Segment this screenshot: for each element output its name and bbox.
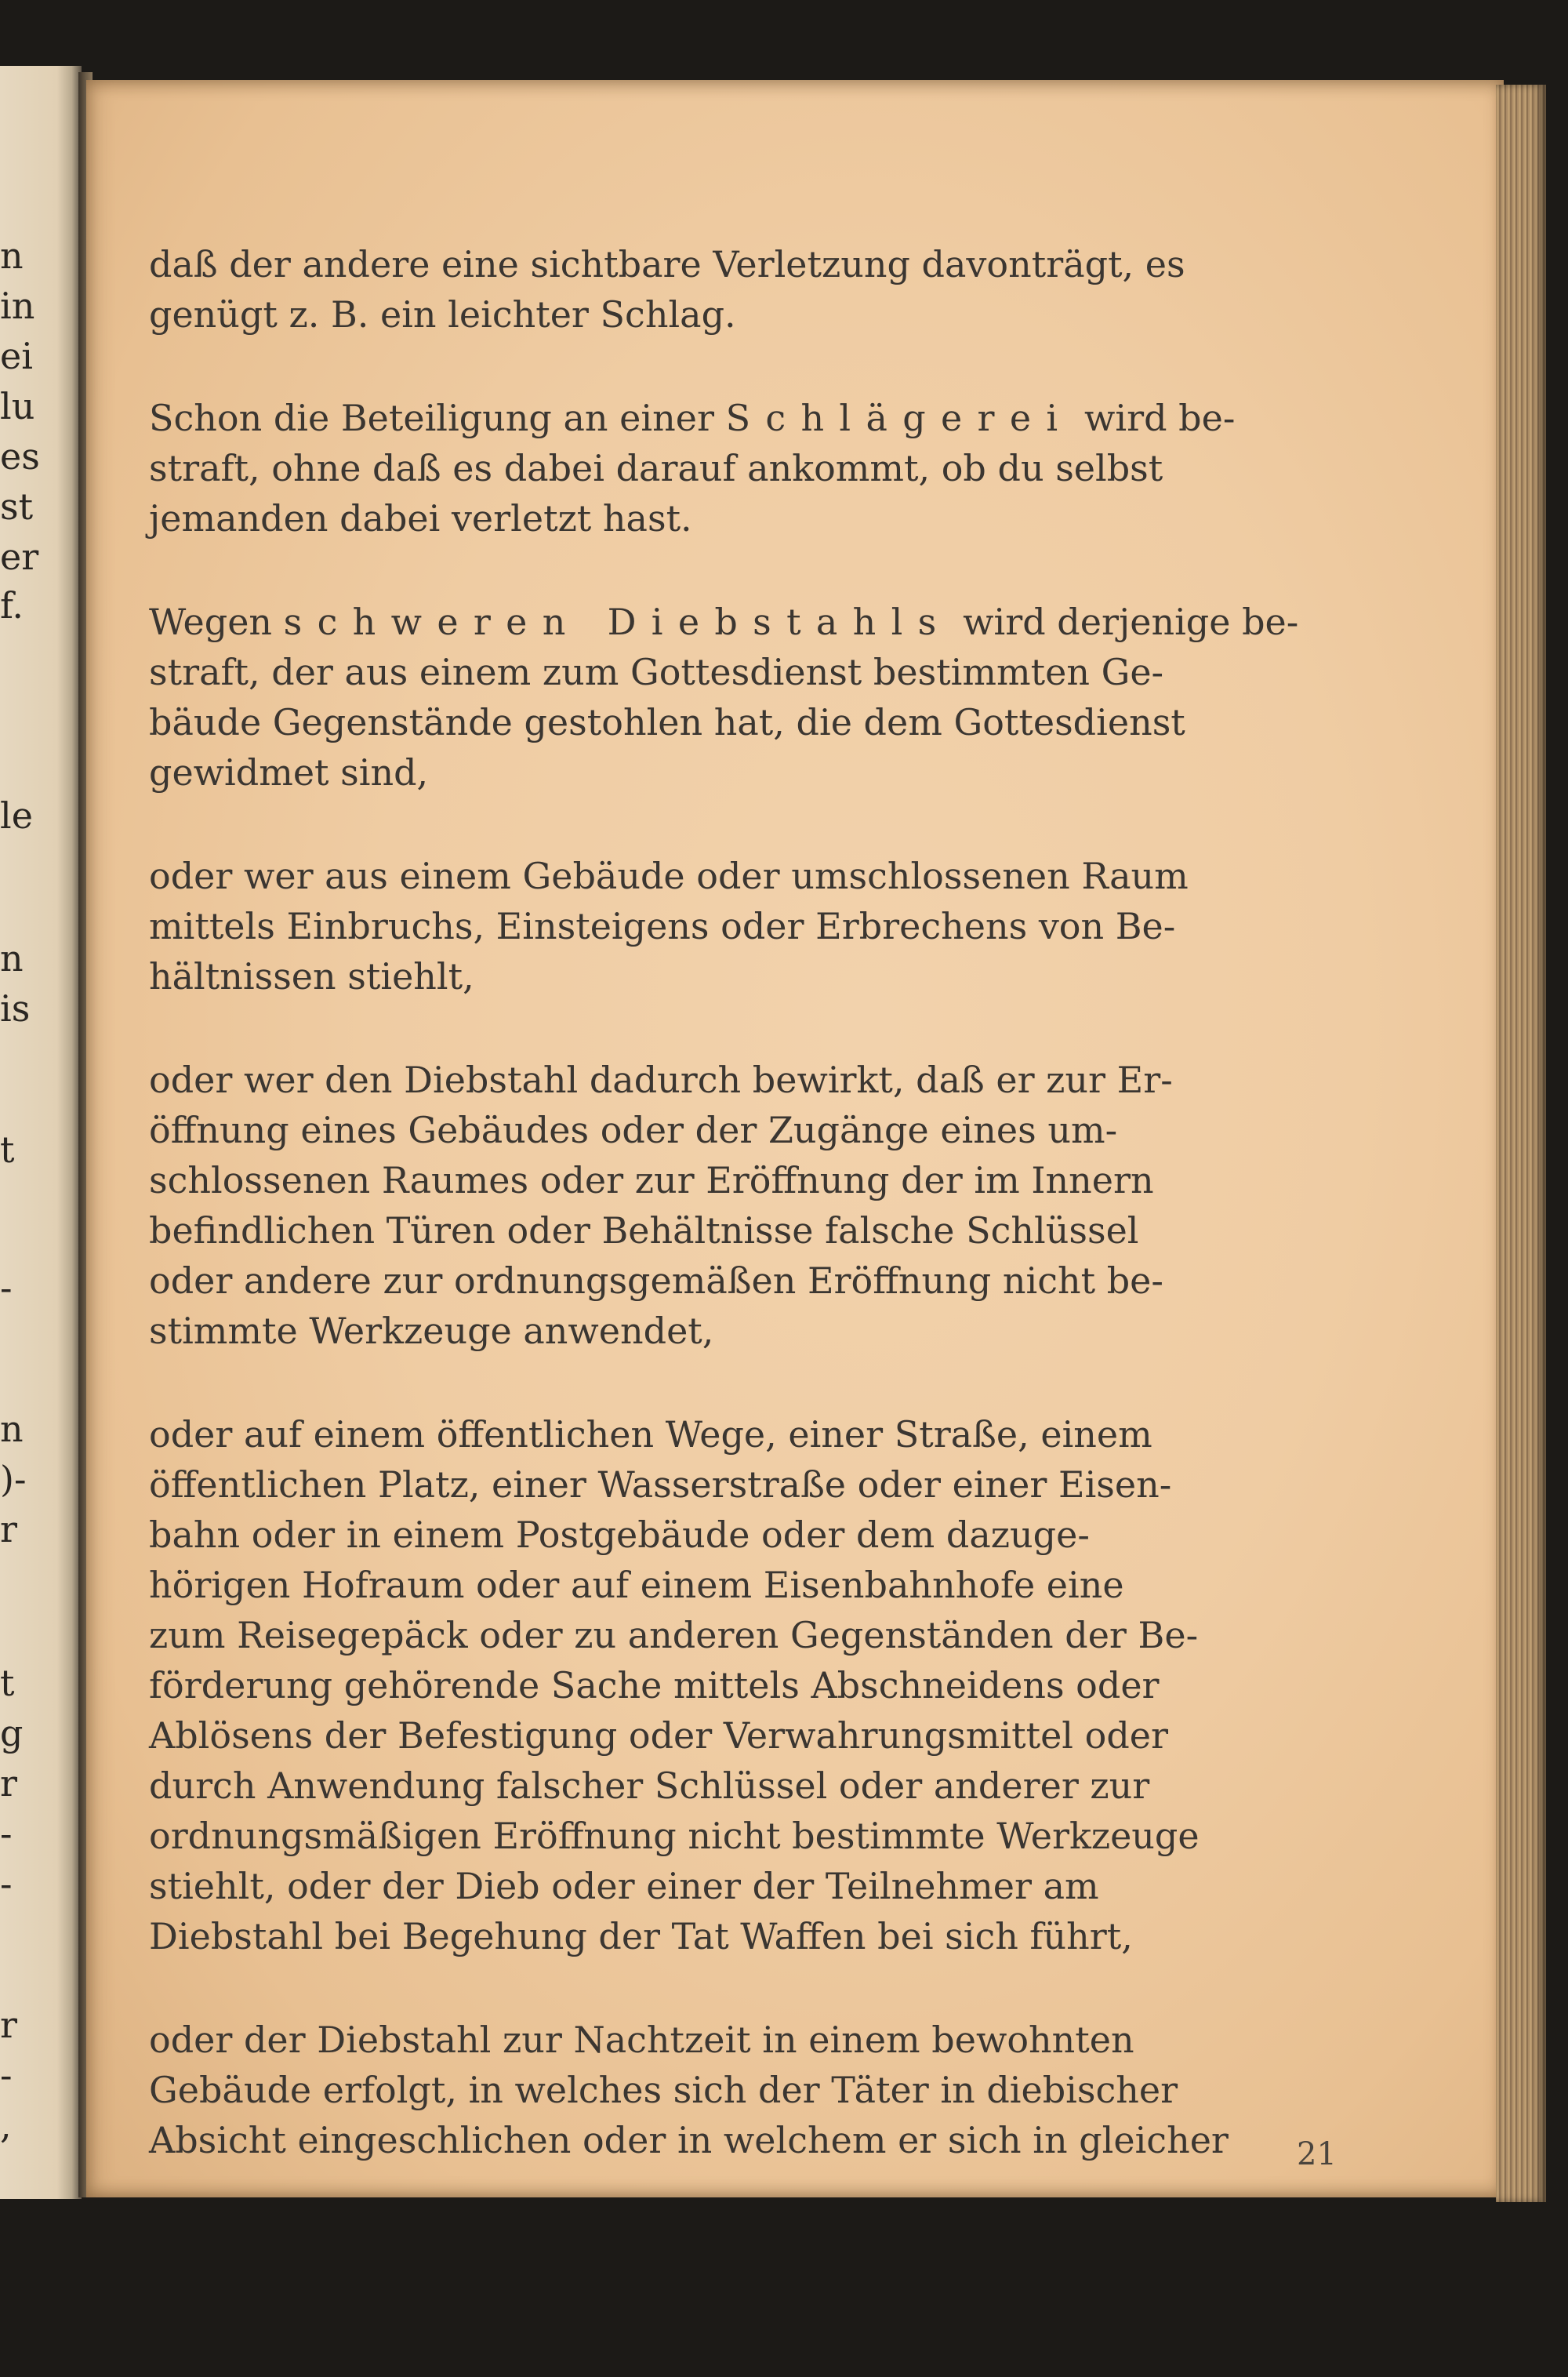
facing-page-fragment: - [0, 2054, 13, 2096]
text-line: bahn oder in einem Postgebäude oder dem dazuge- [149, 1514, 1090, 1556]
text-line: öffentlichen Platz, einer Wasserstraße oder einer Eisen- [149, 1463, 1172, 1506]
text-line: straft, der aus einem zum Gottesdienst bestimmten Ge- [149, 651, 1164, 693]
facing-page-fragment: - [0, 1863, 13, 1905]
facing-page-fragment: f. [0, 584, 24, 627]
facing-page-fragment: lu [0, 385, 35, 427]
facing-page-fragment: - [0, 1812, 13, 1855]
text-line: durch Anwendung falscher Schlüssel oder anderer zur [149, 1765, 1150, 1807]
text-line: jemanden dabei verletzt hast. [149, 497, 692, 540]
text-line: Ablösens der Befestigung oder Verwahrungsmittel oder [149, 1714, 1168, 1757]
text-line: zum Reisegepäck oder zu anderen Gegenständen der Be- [149, 1614, 1199, 1656]
text-line: bäude Gegenstände gestohlen hat, die dem Gottesdienst [149, 701, 1185, 743]
paragraph-burglary [149, 851, 1341, 1001]
text-line: ordnungsmäßigen Eröffnung nicht bestimmte Werkzeuge [149, 1815, 1200, 1857]
text-line: stimmte Werkzeuge anwendet, [149, 1310, 714, 1352]
page-number: 21 [1297, 2136, 1337, 2172]
text-line: hörigen Hofraum oder auf einem Eisenbahnhofe eine [149, 1564, 1124, 1606]
facing-page-fragment: st [0, 485, 34, 528]
text-line: genügt z. B. ein leichter Schlag. [149, 293, 736, 336]
paragraph-public-places [149, 1409, 1341, 1961]
text-line: förderung gehörende Sache mittels Abschneidens oder [149, 1664, 1160, 1706]
facing-page-fragment: , [0, 2104, 12, 2146]
spaced-term: Schlägerei [725, 397, 1073, 439]
facing-page-fragment: )- [0, 1458, 27, 1500]
facing-page-fragment: es [0, 435, 40, 478]
facing-page-fragment: in [0, 285, 35, 327]
text-line: daß der andere eine sichtbare Verletzung davonträgt, es [149, 243, 1185, 285]
facing-page-fragment: r [0, 1762, 17, 1805]
facing-page-fragment: r [0, 2004, 17, 2046]
text-segment: wird be- [1073, 397, 1236, 439]
page-block-edge [1496, 85, 1546, 2202]
text-line: hältnissen stiehlt, [149, 955, 474, 998]
text-line: befindlichen Türen oder Behältnisse falsche Schlüssel [149, 1209, 1139, 1252]
facing-page-fragment: r [0, 1508, 17, 1550]
facing-page-fragment: er [0, 536, 39, 578]
paragraph-injury [149, 239, 1341, 340]
paragraph-brawl [149, 393, 1341, 543]
facing-page-fragment: n [0, 234, 24, 277]
facing-page-fragment: g [0, 1712, 24, 1754]
facing-page-fragment: is [0, 987, 31, 1030]
text-segment: Wegen [149, 601, 284, 643]
text-line: oder andere zur ordnungsgemäßen Eröffnung nicht be- [149, 1259, 1163, 1302]
text-line: oder wer den Diebstahl dadurch bewirkt, daß er zur Er- [149, 1059, 1173, 1101]
text-segment: Schon die Beteiligung an einer [149, 397, 726, 439]
paragraph-night-theft [149, 2015, 1341, 2165]
text-line: oder wer aus einem Gebäude oder umschlossenen Raum [149, 855, 1189, 897]
facing-page-fragment: n [0, 1408, 24, 1450]
paragraph-aggravated-theft [149, 597, 1341, 798]
text-line: stiehlt, oder der Dieb oder einer der Teilnehmer am [149, 1865, 1099, 1907]
text-segment: wird derjenige be- [951, 601, 1299, 643]
text-line: öffnung eines Gebäudes oder der Zugänge eines um- [149, 1109, 1118, 1151]
text-line: Absicht eingeschlichen oder in welchem er sich in gleicher [149, 2119, 1229, 2161]
facing-page-fragment: ei [0, 335, 33, 377]
facing-page-edge [0, 66, 82, 2199]
text-line: schlossenen Raumes oder zur Eröffnung der im Innern [149, 1159, 1154, 1201]
text-line: Gebäude erfolgt, in welches sich der Täter in diebischer [149, 2069, 1178, 2111]
spaced-term: schweren Diebstahls [283, 601, 952, 643]
text-line: Diebstahl bei Begehung der Tat Waffen bei sich führt, [149, 1915, 1133, 1957]
page-body [149, 239, 1341, 2165]
facing-page-fragment: t [0, 1129, 15, 1171]
text-line: mittels Einbruchs, Einsteigens oder Erbrechens von Be- [149, 905, 1176, 947]
text-line: straft, ohne daß es dabei darauf ankommt, ob du selbst [149, 447, 1163, 489]
text-line: gewidmet sind, [149, 751, 429, 794]
text-line: oder der Diebstahl zur Nachtzeit in einem bewohnten [149, 2019, 1134, 2061]
facing-page-fragment: le [0, 794, 33, 837]
facing-page-fragment: t [0, 1662, 15, 1704]
paragraph-false-keys [149, 1055, 1341, 1356]
facing-page-fragment: - [0, 1267, 13, 1309]
facing-page-fragment: n [0, 937, 24, 980]
text-line: oder auf einem öffentlichen Wege, einer Straße, einem [149, 1413, 1152, 1456]
